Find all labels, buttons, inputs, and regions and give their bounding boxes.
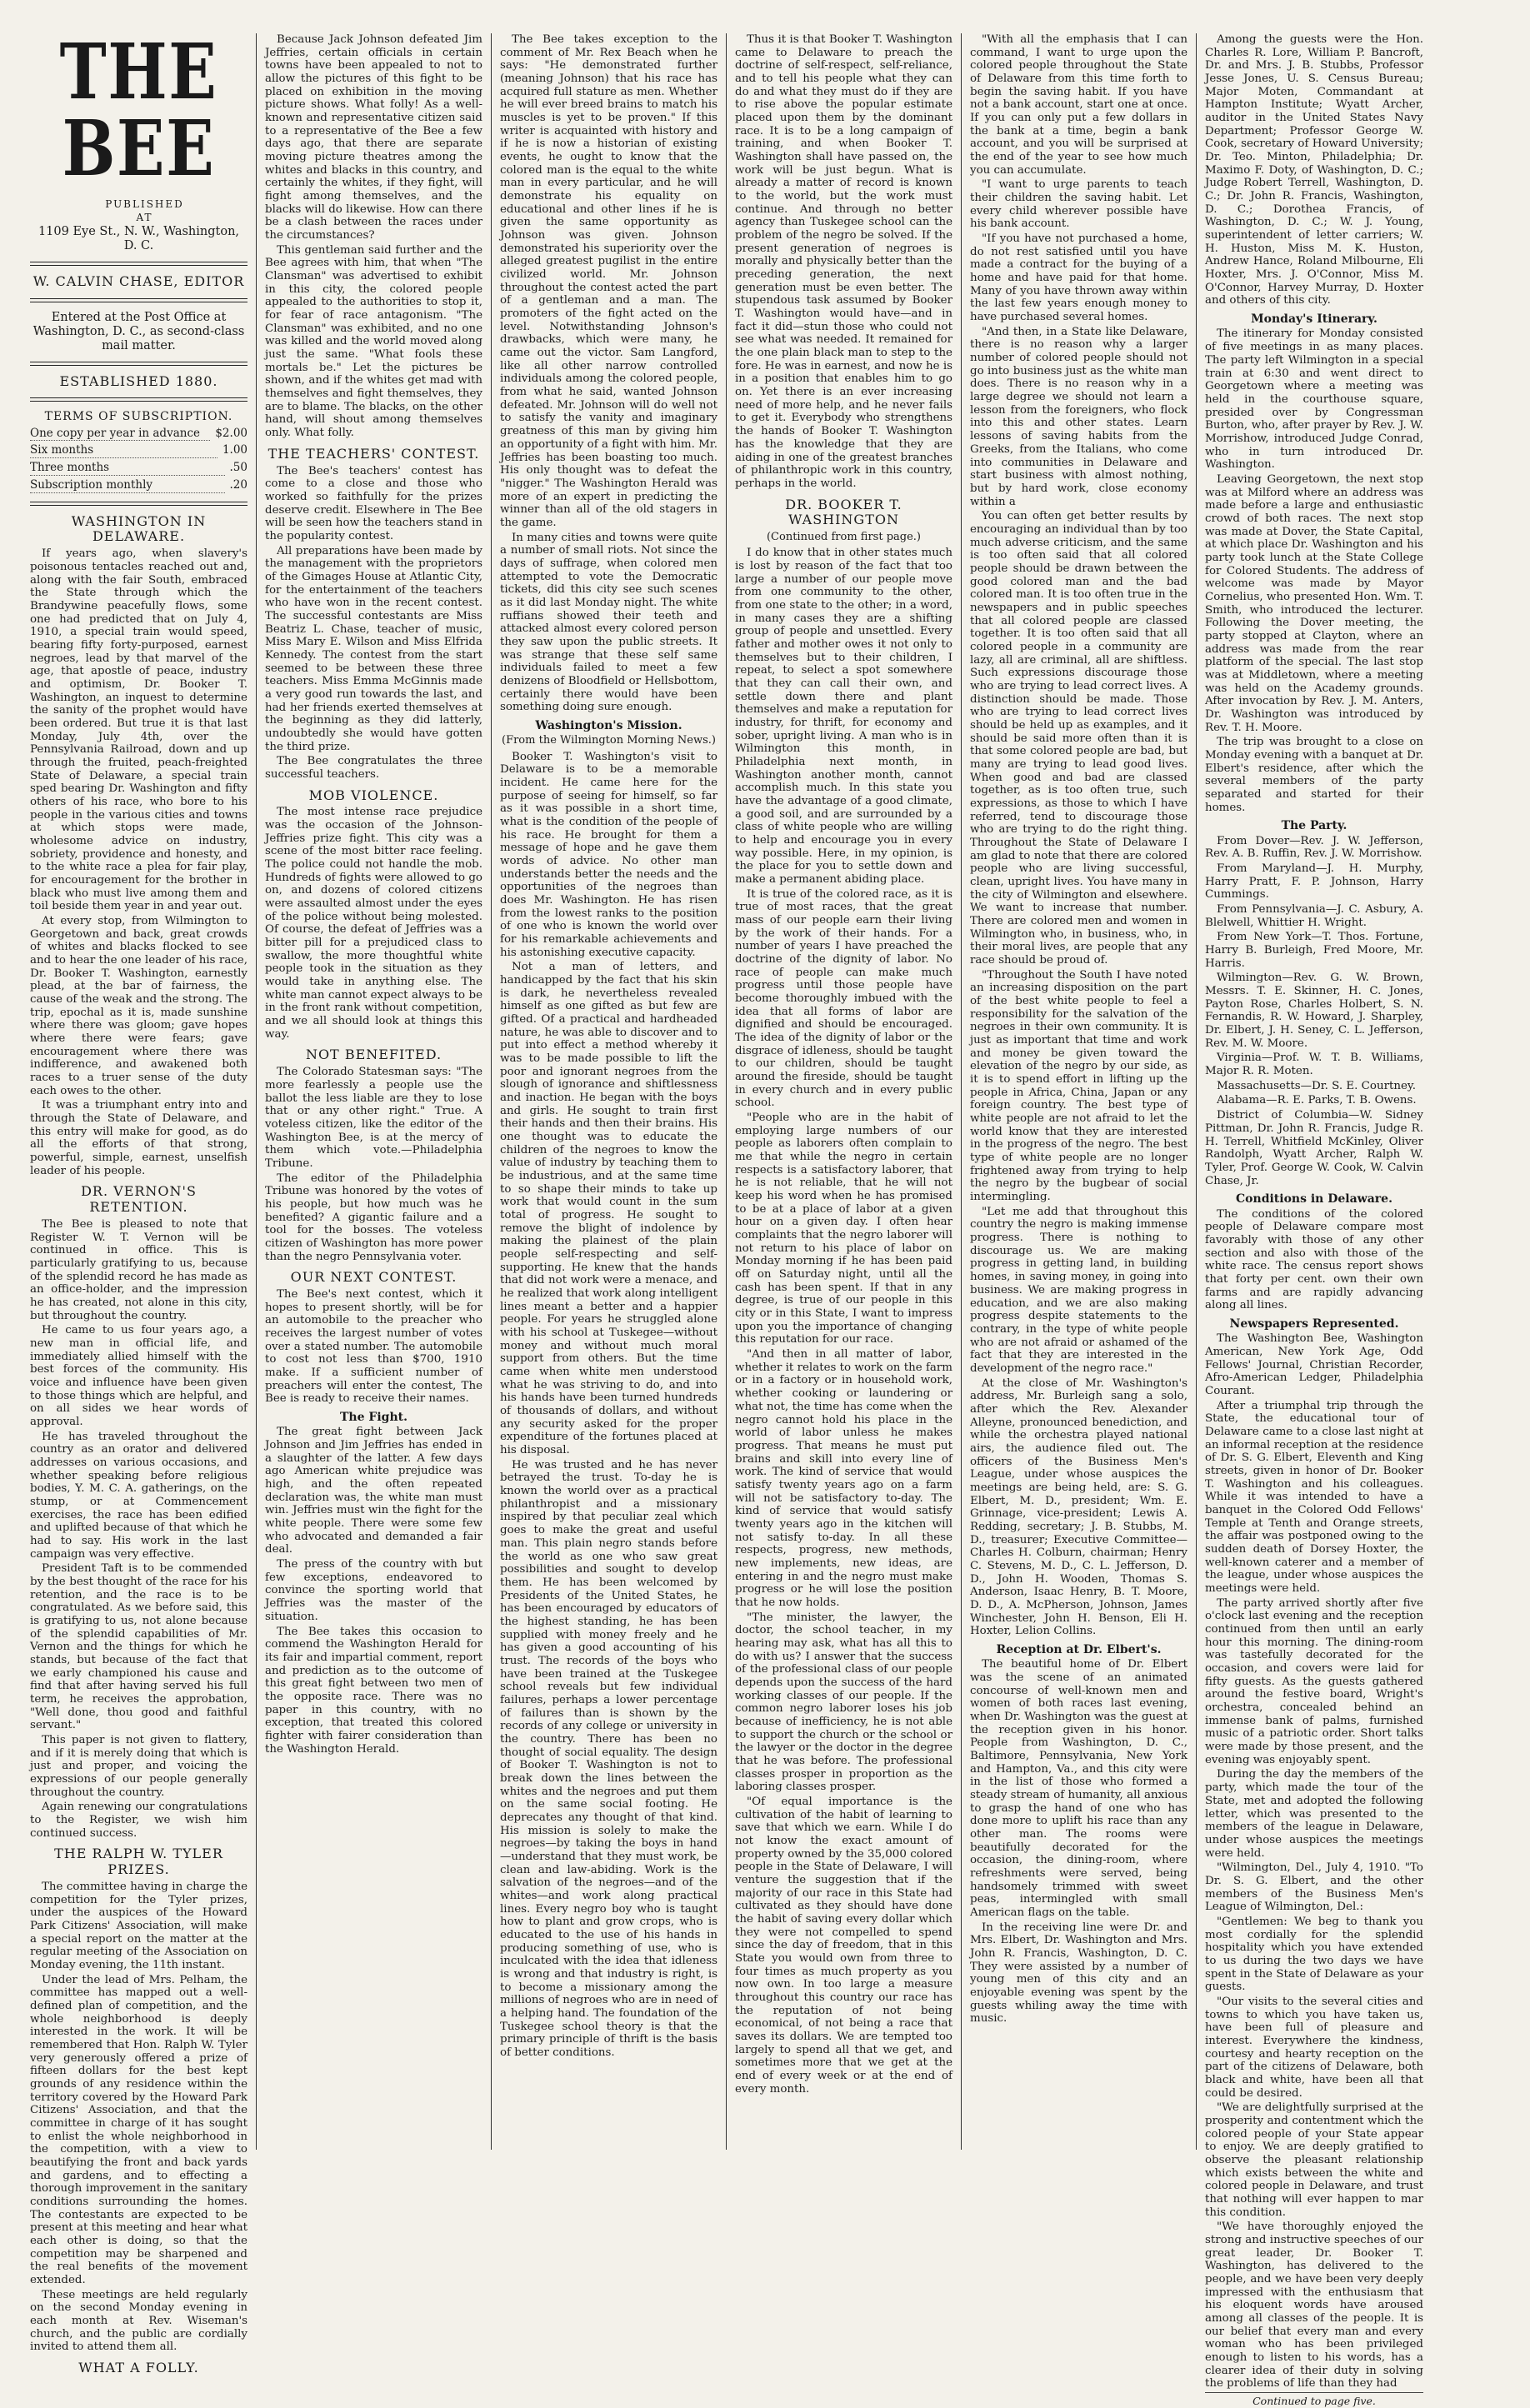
article-paragraph: "And then in all matter of labor, whether it relates to work on the farm or in a factory or in household work, whether cooking or laundering or what not, the time has come when the negro cannot hold his place in the world of labor unless he makes progress. That means he must put brains and skill into every line of work. The kind of service that would satisfy twenty years ago on a farm will not be satisfactory to-day. The kind of service that would satisfy twenty years ago in the kitchen will not satisfy to-day. In all these respects, progress, new methods, new implements, new ideas, are entering in and the negro must make progress or he will lose the position that he now holds. <box>735 1348 952 1609</box>
address: 1109 Eye St., N. W., Washington, D. C. <box>38 225 240 253</box>
article-paragraph: At every stop, from Wilmington to Georgetown and back, great crowds of whites and blacks flocked to see and to hear the one leader of his race, Dr. Booker T. Washington, earnestly plead, at the bar of fairness, the cause of the weak and the strong. The trip, epochal as it is, made sunshine where there was gloom; gave hopes where there were fears; gave encouragement where there was indifference, and awakened both races to a truer sense of the duty each owes to the other. <box>30 915 248 1097</box>
article-paragraph: The party arrived shortly after five o'clock last evening and the reception continued from then until an early hour this morning. The dining-room was tastefully decorated for the occasion, and covers were laid for fifty guests. As the guests gathered around the festive board, Wright's orchestra, concealed behind an immense bank of palms, furnished music of a patriotic order. Short talks were made by those present, and the evening was enjoyably spent. <box>1205 1596 1423 1766</box>
article-heading: DR. BOOKER T. WASHINGTON <box>785 496 902 528</box>
article-paragraph: From Pennsylvania—J. C. Asbury, A. Blelwell, Whittier H. Wright. <box>1205 903 1423 929</box>
article-paragraph: He has traveled throughout the country as an orator and delivered addresses on various occasions, and whether speaking before religious bodies, Y. M. C. A. gatherings, on the stump, or at Commencement exercises, the race has been edified and uplifted because of that which he had to say. His work in the last campaign was very effective. <box>30 1430 248 1561</box>
article-paragraph: In the receiving line were Dr. and Mrs. Elbert, Dr. Washington and Mrs. John R. Francis, Washington, D. C. They were assisted by a number of young men of this city and an enjoyable evening was spent by the guests whiling away the time with music. <box>970 1921 1188 2026</box>
article-paragraph: "We are delightfully surprised at the prosperity and contentment which the colored people of your State appear to enjoy. We are deeply gratified to observe the pleasant relationship which exists between the white and colored people in Delaware, and trust that nothing will ever happen to mar this condition. <box>1205 2101 1423 2219</box>
article-heading: Reception at Dr. Elbert's. <box>996 1642 1162 1656</box>
terms-row: One copy per year in advance $2.00 <box>30 426 248 440</box>
terms-table <box>30 427 248 493</box>
article-paragraph: From Maryland—J. H. Murphy, Harry Pratt, F. P. Johnson, Harry Cummings. <box>1205 862 1423 902</box>
article-paragraph: The editor of the Philadelphia Tribune was honored by the votes of his people, but how much was he benefited? A gigantic failure and a tool for the bosses. The voteless citizen of Washington has more power than the negro Pennsylvania voter. <box>265 1172 482 1263</box>
established-line: ESTABLISHED 1880. <box>59 372 218 389</box>
article-paragraph: "We have thoroughly enjoyed the strong and instructive speeches of our great leader, Dr. Booker T. Washington, has delivered to the people, and we have been very deeply impressed with the enthusiasm that his eloquent words have aroused among all classes of the people. It is our belief that every man and every woman who has been privileged enough to listen to his words, has a clearer idea of their duty in solving the problems of life than they had <box>1205 2221 1423 2391</box>
rule <box>30 298 248 302</box>
article-heading: Conditions in Delaware. <box>1236 1192 1392 1206</box>
article-paragraph: Because Jack Johnson defeated Jim Jeffries, certain officials in certain towns have been appealed to not to allow the pictures of this fight to be placed on exhibition in the moving picture shows. What folly! As a well-known and representative citizen said to a representative of the Bee a few days ago, that there are separate moving picture theatres among the whites and blacks in this country, and certainly the whites, if they fight, will fight among themselves, and the blacks will do likewise. How can there be a clash between the races under the circumstances? <box>265 33 482 242</box>
article-paragraph: The itinerary for Monday consisted of five meetings in as many places. The party left Wilmington in a special train at 6:30 and went direct to Georgetown where a meeting was held in the courthouse square, presided over by Congressman Burton, who, after prayer by Rev. J. W. Morrishow, introduced Judge Conrad, who in turn introduced Dr. Washington. <box>1205 327 1423 472</box>
article-paragraph: If years ago, when slavery's poisonous tentacles reached out and, along with the fair South, embraced the State through which the Brandywine peacefully flows, some one had predicted that on July 4, 1910, a special train would speed, bearing fifty forty-purposed, earnest negroes, lead by that marvel of the age, that apostle of peace, industry and optimism, Dr. Booker T. Washington, an inquest to determine the sanity of the prophet would have been ordered. But true it is that last Monday, July 4th, over the Pennsylvania Railroad, down and up through the fruited, peach-freighted State of Delaware, a special train sped bearing Dr. Washington and fifty others of his race, who bore to his people in the various cities and towns at which stops were made, wholesome advice on industry, sobriety, providence and honesty, and to the white race a plea for fair play, for encouragement for the brother in black who must live among them and toil beside them year in and year out. <box>30 547 248 913</box>
article-paragraph: From Dover—Rev. J. W. Jefferson, Rev. A. B. Ruffin, Rev. J. W. Morrishow. <box>1205 834 1423 861</box>
article-paragraph: It is true of the colored race, as it is true of most races, that the great mass of our people earn their living by the work of their hands. For a number of years I have preached the doctrine of the dignity of labor. No race of people can make much progress until those people have become thoroughly imbued with the idea that all forms of labor are dignified and should be encouraged. The idea of the dignity of labor or the disgrace of idleness, should be taught to our children, should be taught around the fireside, should be taught in every church and in every public school. <box>735 887 952 1110</box>
article-heading: NOT BENEFITED. <box>305 1047 442 1063</box>
article-heading: MOB VIOLENCE. <box>308 787 439 803</box>
column-5 <box>962 33 1197 2150</box>
article-paragraph: All preparations have been made by the management with the proprietors of the Gimages House at Atlantic City, for the entertainment of the teachers who have won in the recent contest. The successful contestants are Miss Beatriz L. Chase, teacher of music, Miss Mary E. Wilson and Miss Elfrida Kennedy. The contest from the start seemed to be between these three teachers. Miss Emma McGinnis made a very good run towards the last, and had her friends exerted themselves at the beginning as they did latterly, undoubtedly she would have gotten the third prize. <box>265 544 482 753</box>
article-paragraph: The Bee congratulates the three successful teachers. <box>265 755 482 781</box>
article-heading: THE TEACHERS' CONTEST. <box>268 445 480 462</box>
editor-line: W. CALVIN CHASE, EDITOR <box>32 272 245 289</box>
article-paragraph: Again renewing our congratulations to the Register, we wish him continued success. <box>30 1801 248 1840</box>
article-paragraph: Among the guests were the Hon. Charles R. Lore, William P. Bancroft, Dr. and Mrs. J. B. Stubbs, Professor Jesse Jones, U. S. Census Bureau; Major Moten, Commandant at Hampton Institute; Wyatt Archer, auditor in the United States Navy Department; Professor George W. Cook, secretary of Howard University; Dr. Teo. Minton, Philadelphia; Dr. Maximo F. Doty, of Washington, D. C.; Judge Robert Terrell, Washington, D. C.; Dr. John R. Francis, Washington, D. C.; Dorothea Francis, of Washington, D. C.; W. J. Young, superintendent of letter carriers; W. H. Huston, Miss M. K. Huston, Andrew Hance, Roland Milbourne, Eli Hoxter, Mrs. J. O'Connor, Miss M. O'Connor, Harvey Murray, D. Hoxter and others of this city. <box>1205 33 1423 307</box>
article-paragraph: President Taft is to be commended by the best thought of the race for his retention, and the race is to be congratulated. As we before said, this is gratifying to us, not alone because of the splendid capabilities of Mr. Vernon and the things for which he stands, but because of the fact that we early championed his cause and find that after having served his full term, he receives the approbation, "Well done, thou good and faithful servant." <box>30 1562 248 1732</box>
article-heading: The Fight. <box>340 1411 408 1425</box>
article-paragraph: Virginia—Prof. W. T. B. Williams, Major R. R. Moten. <box>1205 1052 1423 1078</box>
article-paragraph: Not a man of letters, and handicapped by the fact that his skin is dark, he nevertheless revealed himself as one gifted as but few are gifted. Of a practical and hardheaded nature, he was able to discover and to put into effect a method whereby it was to be made possible to lift the poor and ignorant negroes from the slough of ignorance and shiftlessness and inaction. He began with the boys and girls. He sought to train first their hands and then their brains. His one thought was to educate the children of the negroes to know the value of industry by teaching them to be industrious, and at the same time to so shape their minds to take up work that would count in the sum total of progress. He sought to remove the blight of indolence by making the plainest of the plain people self-respecting and self-supporting. He knew that the hands that did not work were a menace, and he realized that work along intelligent lines meant a better and a happier people. For years he struggled alone with his school at Tuskegee—without money and without much moral support from others. But the time came when white men understood what he was striving to do, and into his hands have been turned hundreds of thousands of dollars, and without any security asked for the proper expenditure of the fortunes placed at his disposal. <box>500 961 718 1457</box>
article-paragraph: "Let me add that throughout this country the negro is making immense progress. There is nothing to discourage us. We are making progress in getting land, in building homes, in saving money, in going into business. We are making progress in education, and we are also making progress despite statements to the contrary, in the type of white people who are not afraid or ashamed of the fact that they are interested in the development of the negro race." <box>970 1205 1188 1375</box>
article-paragraph: Booker T. Washington's visit to Delaware is to be a memorable incident. He came here for the purpose of seeing for himself, so far as it was possible in a short time, what is the condition of the people of his race. He brought for them a message of hope and he gave them words of advice. No other man understands better the needs and the opportunities of the negroes than does Mr. Washington. He has risen from the lowest ranks to the position of one who is known the world over for his remarkable achievements and his astonishing executive capacity. <box>500 750 718 959</box>
article-paragraph: The most intense race prejudice was the occasion of the Johnson-Jeffries prize fight. This city was a scene of the most bitter race feeling. The police could not handle the mob. Hundreds of fights were allowed to go on, and dozens of colored citizens were assaulted almost under the eyes of the police without being molested. Of course, the defeat of Jeffries was a bitter pill for a prejudiced class to swallow, the more thoughtful white people took in the situation as they would take in anything else. The white man cannot expect always to be in the front rank without competition, and we all should look at things this way. <box>265 806 482 1041</box>
article-paragraph: Leaving Georgetown, the next stop was at Milford where an address was made before a large and enthusiastic crowd of both races. The next stop was made at Dover, the State Capital, at which place Dr. Washington and his party took lunch at the State College for Colored Students. The address of welcome was made by Mayor Cornelius, who presented Hon. Wm. T. Smith, who introduced the lecturer. Following the Dover meeting, the party stopped at Clayton, where an address was made from the rear platform of the special. The last stop was at Middletown, where a meeting was held on the Academy grounds. After invocation by Rev. J. M. Anters, Dr. Washington was introduced by Rev. T. H. Moore. <box>1205 472 1423 734</box>
article-paragraph: From New York—T. Thos. Fortune, Harry B. Burleigh, Fred Moore, Mr. Harris. <box>1205 931 1423 970</box>
article-paragraph: The trip was brought to a close on Monday evening with a banquet at Dr. Elbert's residence, after which the several members of the party separated and started for their homes. <box>1205 736 1423 814</box>
article-paragraph: "Of equal importance is the cultivation of the habit of learning to save that which we earn. While I do not know the exact amount of property owned by the 35,000 colored people in the State of Delaware, I will venture the suggestion that if the majority of our race in this State had cultivated as they should have done the habit of saving every dollar which they were not compelled to spend since the day of freedom, that in this State you would own from three to four times as much property as you now own. In too large a measure throughout this country our race has the reputation of not being economical, of not being a race that saves its dollars. We are tempted too largely to spend all that we get, and sometimes more that we get at the end of every week or at the end of every month. <box>735 1795 952 2096</box>
rule <box>30 362 248 366</box>
article-heading: THE RALPH W. TYLER PRIZES. <box>54 1846 223 1878</box>
article-paragraph: "Throughout the South I have noted an increasing disposition on the part of the best white people to feel a responsibility for the salvation of the negroes in their own community. It is just as important that time and work and money be given toward the elevation of the negro by our side, as it is to spend effort in lifting up the people in Africa, China, Japan or any foreign country. The best type of white people are not afraid to let the world know that they are interested in the progress of the negro. The best type of white people are no longer frightened away from trying to help the negro by the bugbear of social intermingling. <box>970 968 1188 1204</box>
article-paragraph: You can often get better results by encouraging an individual than by too much adverse criticism, and the same is too often said that all colored people should be drawn between the good colored man and the bad colored man. It is too often true in the newspapers and in public speeches that all colored people are classed together. It is too often said that all colored people in a community are lazy, all are criminal, all are shiftless. Such expressions discourage those who are trying to lead correct lives. A distinction should be made. Those who are trying to lead correct lives should be held up as examples, and it should be said more often than it is that some colored people are bad, but many are trying to lead good lives. When good and bad are classed together, as is too often true, such expressions, as those to which I have referred, tend to discourage those who are trying to do the right thing. Throughout the State of Delaware I am glad to note that there are colored people who are living successful, clean, upright lives. You have many in the city of Wilmington and elsewhere. We want to increase that number. There are colored men and women in Wilmington who, in business, who, in their moral lives, are people that any race should be proud of. <box>970 510 1188 967</box>
article-heading: DR. VERNON'S RETENTION. <box>81 1183 197 1216</box>
article-subheading: (From the Wilmington Morning News.) <box>502 734 716 747</box>
column-3 <box>492 33 727 2150</box>
column-1 <box>22 27 257 2376</box>
article-paragraph: At the close of Mr. Washington's address, Mr. Burleigh sang a solo, after which the Rev. Alexander Alleyne, pronounced benediction, and while the orchestra played national airs, the audience filed out. The officers of the Business Men's League, under whose auspices the meetings are being held, are: S. G. Elbert, M. D., president; Wm. E. Grinnage, vice-president; Lewis A. Redding, secretary; J. B. Stubbs, M. D., treasurer; Executive Committee—Charles H. Colburn, chairman; Henry C. Stevens, M. D., C. L. Jefferson, D. D., John H. Wooden, Thomas S. Anderson, Isaac Henry, B. T. Moore, D. D., A. McPherson, Johnson, James Winchester, John H. Benson, Eli H. Hoxter, Lelion Collins. <box>970 1376 1188 1638</box>
article-paragraph: After a triumphal trip through the State, the educational tour of Delaware came to a close last night at an informal reception at the residence of Dr. S. G. Elbert, Eleventh and King streets, given in honor of Dr. Booker T. Washington and his colleagues. While it was intended to have a banquet in the Colored Odd Fellows' Temple at Tenth and Orange streets, the affair was postponed owing to the sudden death of Dorsey Hoxter, the well-known caterer and a member of the league, under whose auspices the meetings were held. <box>1205 1399 1423 1596</box>
column-2 <box>257 33 492 2150</box>
article-paragraph: Under the lead of Mrs. Pelham, the committee has mapped out a well-defined plan of competition, and the whole neighborhood is deeply interested in the work. It will be remembered that Hon. Ralph W. Tyler very generously offered a prize of fifteen dollars for the best kept grounds of any residence within the territory covered by the Howard Park Citizens' Association, and that the committee in charge of it has sought to enlist the whole neighborhood in the competition, with a view to beautifying the front and back yards and gardens, and to effecting a thorough improvement in the sanitary conditions surrounding the homes. The contestants are expected to be present at this meeting and hear what each other is doing, so that the competition may be sharpened and the real benefits of the movement extended. <box>30 1973 248 2287</box>
terms-row: Three months .50 <box>30 461 248 475</box>
article-paragraph: During the day the members of the party, which made the tour of the State, met and adopted the following letter, which was presented to the members of the league in Delaware, under whose auspices the meetings were held. <box>1205 1768 1423 1860</box>
article-paragraph: "Gentlemen: We beg to thank you most cordially for the splendid hospitality which you have extended to us during the two days we have spent in the State of Delaware as your guests. <box>1205 1915 1423 1994</box>
article-paragraph: "With all the emphasis that I can command, I want to urge upon the colored people throughout the State of Delaware from this time forth to begin the saving habit. If you have not a bank account, start one at once. If you can only put a few dollars in the bank at a time, begin a bank account, and you will be surprised at the end of the year to see how much you can accumulate. <box>970 33 1188 177</box>
article-paragraph: This gentleman said further and the Bee agrees with him, that when "The Clansman" was advertised to exhibit in this city, the colored people appealed to the authorities to stop it, for fear of race antagonism. "The Clansman" was exhibited, and no one was killed and the world moved along just the same. "What fools these mortals be." Let the pictures be shown, and if the whites get mad with themselves and fight themselves, they are to blame. The blacks, on the other hand, will shout among themselves only. What folly. <box>265 243 482 440</box>
article-paragraph: "The minister, the lawyer, the doctor, the school teacher, in my hearing may ask, what has all this to do with us? I answer that the success of the professional class of our people depends upon the success of the hard working classes of our people. If the common negro laborer loses his job because of inefficiency, he is not able to support the church or the school or the lawyer or the doctor in the degree that he was before. The professional classes prosper in proportion as the laboring classes prosper. <box>735 1611 952 1794</box>
article-paragraph: "People who are in the habit of employing large numbers of our people as laborers often complain to me that while the negro in certain respects is a satisfactory laborer, that he is not reliable, that he will not keep his word when he has promised to be at a place of labor at a given hour on a given day. I often hear complaints that the negro laborer will not return to his place of labor on Monday morning if he has been paid off on Saturday night, until all the cash has been spent. If that in any degree, is true of our people in this city or in this State, I want to impress upon you the importance of changing this reputation for our race. <box>735 1112 952 1346</box>
columns <box>22 27 1508 2408</box>
article-paragraph: He was trusted and he has never betrayed the trust. To-day he is known the world over as a practical philanthropist and a missionary inspired by that peculiar zeal which goes to make the great and useful man. This plain negro stands before the world as one who saw great possibilities and sought to develop them. He has been welcomed by Presidents of the United States, he has been encouraged by educators of the highest standing, he has been supplied with money freely and he has given a good accounting of his trust. The records of the boys who have been trained at the Tuskegee school reveals but few individual failures, perhaps a lower percentage of failures than is shown by the records of any college or university in the country. There has been no thought of social equality. The design of Booker T. Washington is not to break down the lines between the whites and the negroes and put them on the same social footing. He deprecates any thought of that kind. His mission is solely to make the negroes—by taking the boys in hand—understand that they must work, be clean and law-abiding. Work is the salvation of the negroes—and of the whites—and work along practical lines. Every negro boy who is taught how to plant and grow crops, who is educated to the use of his hands in producing something of use, who is inculcated with the idea that idleness is wrong and that industry is right, is to become a missionary among the millions of negroes who are in need of a helping hand. The foundation of the Tuskegee school theory is that the primary principle of thrift is the basis of better conditions. <box>500 1458 718 2060</box>
article-paragraph: The Bee's next contest, which it hopes to present shortly, will be for an automobile to the preacher who receives the largest number of votes over a stated number. The automobile to cost not less than $700, 1910 make. If a sufficient number of preachers will enter the contest, The Bee is ready to receive their names. <box>265 1288 482 1406</box>
article-heading: WASHINGTON IN DELAWARE. <box>71 512 207 545</box>
article-heading: OUR NEXT CONTEST. <box>290 1269 458 1286</box>
published-label: PUBLISHED <box>105 198 184 210</box>
entered-line: Entered at the Post Office at Washington, D. C., as second-class mail matter. <box>32 310 245 352</box>
article-paragraph: "If you have not purchased a home, do not rest satisfied until you have made a contract for the buying of a home and have paid for that home. Many of you have thrown away within the last few years enough money to have purchased several homes. <box>970 232 1188 324</box>
column-4 <box>727 33 962 2150</box>
article-paragraph: Alabama—R. E. Parks, T. B. Owens. <box>1217 1094 1417 1107</box>
article-paragraph: I do know that in other states much is lost by reason of the fact that too large a number of our people move from one community to the other, from one state to the other; in a word, in many cases they are a shifting group of people and unsettled. Every father and mother owes it not only to themselves but to their children, I repeat, to select a spot somewhere that they can call their own, and settle down there and plant themselves and make a reputation for industry, for thrift, for economy and sober, upright living. A man who is in Wilmington this month, in Philadelphia next month, in Washington another month, cannot accomplish much. In this state you have the advantage of a good climate, a good soil, and are surrounded by a class of white people who are willing to help and encourage you in every way possible. Here, in my opinion, is the place for you to settle down and make a permanent abiding place. <box>735 547 952 886</box>
article-paragraph: The press of the country with but few exceptions, endeavored to convince the sporting world that Jeffries was the master of the situation. <box>265 1558 482 1623</box>
article-paragraph: The beautiful home of Dr. Elbert was the scene of an animated concourse of well-known men and women of both races last evening, when Dr. Washington was the guest at the reception given in his honor. People from Washington, D. C., Baltimore, Pennsylvania, New York and Hampton, Va., and this city were in the list of those who formed a steady stream of humanity, all anxious to grasp the hand of one who has done more to uplift his race than any other man. The rooms were beautifully decorated for the occasion, the dining-room, where refreshments were served, being handsomely trimmed with sweet peas, intermingled with small American flags on the table. <box>970 1658 1188 1920</box>
article-subheading: (Continued from first page.) <box>766 530 921 543</box>
article-paragraph: Wilmington—Rev. G. W. Brown, Messrs. T. E. Skinner, H. C. Jones, Payton Rose, Charles Holbert, S. N. Fernandis, R. W. Howard, J. Sharpley, Dr. Elbert, J. H. Seney, C. L. Jefferson, Rev. M. W. Moore. <box>1205 972 1423 1050</box>
at-label: AT <box>136 212 153 224</box>
masthead-title: THE BEE <box>59 27 218 193</box>
article-paragraph: The Bee takes this occasion to commend the Washington Herald for its fair and impartial comment, report and prediction as to the outcome of this great fight between two men of the opposite race. There was no paper in this country, with no exception, that treated this colored fighter with fairer consideration than the Washington Herald. <box>265 1625 482 1756</box>
continued-note: Continued to page five. <box>1205 2392 1423 2408</box>
article-paragraph: "And then, in a State like Delaware, there is no reason why a larger number of colored people should not go into business just as the white man does. There is no reason why in a large degree we should not learn a lesson from the foreigners, who flock into this and other states. Learn lessons of saving habits from the Greeks, from the Italians, who come into communities in Delaware and start business with almost nothing, but by hard work, close economy within a <box>970 325 1188 508</box>
article-heading: WHAT A FOLLY. <box>78 2360 199 2376</box>
article-heading: Washington's Mission. <box>535 718 682 732</box>
article-paragraph: The Bee is pleased to note that Register W. T. Vernon will be continued in office. This is particularly gratifying to us, because of the splendid record he has made as an office-holder, and the impression he has created, not alone in this city, but throughout the country. <box>30 1217 248 1322</box>
article-paragraph: "I want to urge parents to teach their children the saving habit. Let every child wherever possible have his bank account. <box>970 178 1188 231</box>
article-paragraph: The committee having in charge the competition for the Tyler prizes, under the auspices of the Howard Park Citizens' Association, will make a special report on the matter at the regular meeting of the Association on Monday evening, the 11th instant. <box>30 1880 248 1971</box>
article-paragraph: In many cities and towns were quite a number of small riots. Not since the days of suffrage, when colored men attempted to vote the Democratic tickets, did this city see such scenes as it did last Monday night. The white ruffians showed their teeth and attacked almost every colored person they saw upon the public streets. It was strange that these self same individuals failed to meet a few denizens of Bloodfield or Hellsbottom, certainly there would have been something doing sure enough. <box>500 531 718 714</box>
article-paragraph: The conditions of the colored people of Delaware compare most favorably with those of any other section and also with those of the white race. The census report shows that forty per cent. own their own farms and are rapidly advancing along all lines. <box>1205 1207 1423 1312</box>
article-paragraph: It was a triumphant entry into and through the State of Delaware, and this entry will make for good, as do all the efforts of that strong, powerful, simple, earnest, unselfish leader of his people. <box>30 1099 248 1177</box>
rule <box>30 262 248 266</box>
article-paragraph: The Bee's teachers' contest has come to a close and those who worked so faithfully for the prizes deserve credit. Elsewhere in The Bee will be seen how the teachers stand in the popularity contest. <box>265 464 482 542</box>
article-heading: Newspapers Represented. <box>1229 1316 1399 1331</box>
terms-row: Six months 1.00 <box>30 443 248 457</box>
article-paragraph: "Wilmington, Del., July 4, 1910. "To Dr. S. G. Elbert, and the other members of the Business Men's League of Wilmington, Del.: <box>1205 1861 1423 1914</box>
rule <box>30 502 248 506</box>
article-paragraph: These meetings are held regularly on the second Monday evening in each month at Rev. Wiseman's church, and the public are cordially invited to attend them all. <box>30 2288 248 2354</box>
article-paragraph: Thus it is that Booker T. Washington came to Delaware to preach the doctrine of self-respect, self-reliance, and to tell his people what they can do and what they must do if they are to rise above the popular estimate placed upon them by the dominant race. It is to be a long campaign of training, and when Booker T. Washington shall have passed on, the work will be just begun. What is already a matter of record is known to the world, but the work must continue. And through no better agency than Tuskegee school can the problem of the negro be solved. If the present generation of negroes is morally and physically better than the preceding generation, the next generation must be even better. The stupendous task assumed by Booker T. Washington would have—and in fact it did—stun those who could not see what was needed. It remained for the one plain black man to step to the fore. He was in earnest, and now he is in a position that enables him to go on. Yet there is an ever increasing need of more help, and he never fails to get it. Everybody who strengthens the hands of Booker T. Washington has the knowledge that they are aiding in one of the greatest branches of philanthropic work in this country, perhaps in the world. <box>735 33 952 490</box>
article-paragraph: This paper is not given to flattery, and if it is merely doing that which is just and proper, and voicing the expressions of our people generally throughout the country. <box>30 1734 248 1799</box>
terms-heading: TERMS OF SUBSCRIPTION. <box>44 410 233 424</box>
column-6 <box>1197 33 1432 2408</box>
article-paragraph: The Bee takes exception to the comment of Mr. Rex Beach when he says: "He demonstrated further (meaning Johnson) that his race has acquired full stature as men. Whether he will ever breed brains to match his muscles is yet to be proven." If this writer is acquainted with history and if he is now a historian of existing events, he ought to know that the colored man is the equal to the white man in every particular, and he will demonstrate his equality on educational and other lines if he is given the same opportunity as Johnson was given. Johnson demonstrated his superiority over the alleged greatest pugilist in the entire civilized world. Mr. Johnson throughout the contest acted the part of a gentleman and a man. The promoters of the fight acted on the level. Notwithstanding Johnson's drawbacks, which were many, he came out the victor. Sam Langford, like all other narrow controlled individuals among the colored people, from what he said, wanted Johnson defeated. Mr. Johnson will do well not to satisfy the vanity and imaginary greatness of this man by giving him an opportunity of a fight with him. Mr. Jeffries has been boasting too much. His only thought was to defeat the "nigger." The Washington Herald was more of an expert in predicting the winner than all of the old stagers in the game. <box>500 33 718 529</box>
rule <box>30 397 248 402</box>
article-paragraph: He came to us four years ago, a new man in official life, and immediately allied himself with the best forces of the community. His voice and influence have been given to those things which are helpful, and on all sides we hear words of approval. <box>30 1324 248 1428</box>
article-paragraph: The Colorado Statesman says: "The more fearlessly a people use the ballot the less liable are they to lose that or any other right." True. A voteless citizen, like the editor of the Washington Bee, is at the mercy of them which vote.—Philadelphia Tribune. <box>265 1066 482 1170</box>
article-paragraph: The Washington Bee, Washington American, New York Age, Odd Fellows' Journal, Christian Recorder, Afro-American Ledger, Philadelphia Courant. <box>1205 1332 1423 1397</box>
article-heading: Monday's Itinerary. <box>1251 312 1378 327</box>
article-paragraph: "Our visits to the several cities and towns to which you have taken us, have been full of pleasure and interest. Everywhere the kindness, courtesy and hearty reception on the part of the citizens of Delaware, both black and white, have been all that could be desired. <box>1205 1995 1423 2100</box>
terms-row: Subscription monthly .20 <box>30 477 248 492</box>
article-paragraph: District of Columbia—W. Sidney Pittman, Dr. John R. Francis, Judge R. H. Terrell, Whitfield McKinley, Oliver Randolph, Wyatt Archer, Ralph W. Tyler, Prof. George W. Cook, W. Calvin Chase, Jr. <box>1205 1109 1423 1187</box>
article-heading: The Party. <box>1281 819 1348 833</box>
article-paragraph: Massachusetts—Dr. S. E. Courtney. <box>1217 1079 1416 1092</box>
article-paragraph: The great fight between Jack Johnson and Jim Jeffries has ended in a slaughter of the latter. A few days ago American white prejudice was high, and the often repeated declaration was, the white man must win. Jeffries must win the fight for the white people. There were some few who advocated and demanded a fair deal. <box>265 1426 482 1556</box>
